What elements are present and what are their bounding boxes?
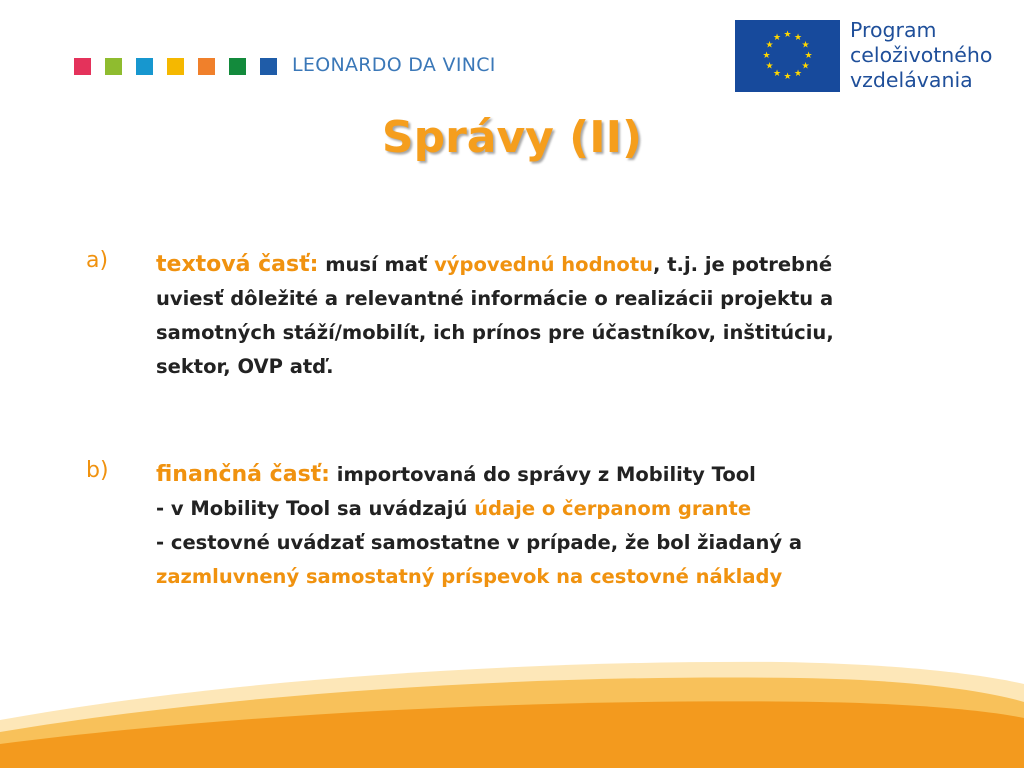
svg-text:★: ★ bbox=[804, 51, 813, 61]
item-a-marker: a) bbox=[86, 248, 109, 273]
svg-text:★: ★ bbox=[765, 40, 774, 51]
svg-text:★: ★ bbox=[801, 40, 810, 51]
item-b-line3-text: - cestovné uvádzať samostatne v prípade, že bol žiadaný a bbox=[156, 531, 803, 554]
item-a-highlight: výpovednú hodnotu bbox=[434, 253, 654, 276]
eu-flag-icon bbox=[735, 20, 840, 92]
color-square bbox=[74, 58, 91, 75]
item-b-heading: finančná časť: bbox=[156, 462, 330, 487]
color-square bbox=[229, 58, 246, 75]
decorative-wave bbox=[0, 640, 1024, 768]
eu-text-line: Program bbox=[850, 18, 937, 42]
svg-text:★: ★ bbox=[793, 33, 803, 43]
item-b-text1: importovaná do správy z Mobility Tool bbox=[329, 463, 756, 486]
svg-text:★: ★ bbox=[772, 33, 782, 43]
item-a-heading: textová časť: bbox=[156, 252, 319, 277]
item-b-line2-highlight: údaje o čerpanom grante bbox=[474, 497, 752, 520]
svg-text:★: ★ bbox=[783, 72, 792, 82]
item-b-line2-text: v Mobility Tool sa uvádzajú bbox=[170, 497, 475, 520]
item-a-body bbox=[156, 248, 906, 384]
item-a-text2: , t.j. je potrebné uviesť dôležité a relevantné informácie o realizácii projektu a samotných stáží/mobilít, ich prínos pre účastníkov, inštitúciu, sektor, OVP atď. bbox=[156, 253, 834, 378]
item-b-line3-highlight: zazmluvnený samostatný príspevok na cestovné náklady bbox=[156, 565, 783, 588]
color-square bbox=[167, 58, 184, 75]
eu-text-line: celoživotného bbox=[850, 43, 993, 67]
item-b-line2-prefix: - bbox=[156, 497, 171, 520]
color-square bbox=[105, 58, 122, 75]
program-name: LEONARDO DA VINCI bbox=[292, 54, 496, 76]
svg-text:★: ★ bbox=[801, 61, 810, 72]
eu-program-label bbox=[850, 18, 992, 93]
svg-text:★: ★ bbox=[772, 69, 782, 79]
color-square bbox=[136, 58, 153, 75]
eu-text-line: vzdelávania bbox=[850, 68, 973, 92]
item-b-marker: b) bbox=[86, 458, 109, 483]
svg-text:★: ★ bbox=[793, 69, 803, 79]
svg-text:★: ★ bbox=[783, 30, 792, 40]
slide-title: Správy (II) bbox=[381, 112, 643, 163]
color-square bbox=[198, 58, 215, 75]
svg-text:★: ★ bbox=[765, 61, 774, 72]
item-a-text1: musí mať bbox=[318, 253, 435, 276]
svg-text:★: ★ bbox=[762, 51, 771, 61]
color-square bbox=[260, 58, 277, 75]
item-b-body bbox=[156, 458, 906, 594]
color-squares bbox=[74, 58, 277, 75]
